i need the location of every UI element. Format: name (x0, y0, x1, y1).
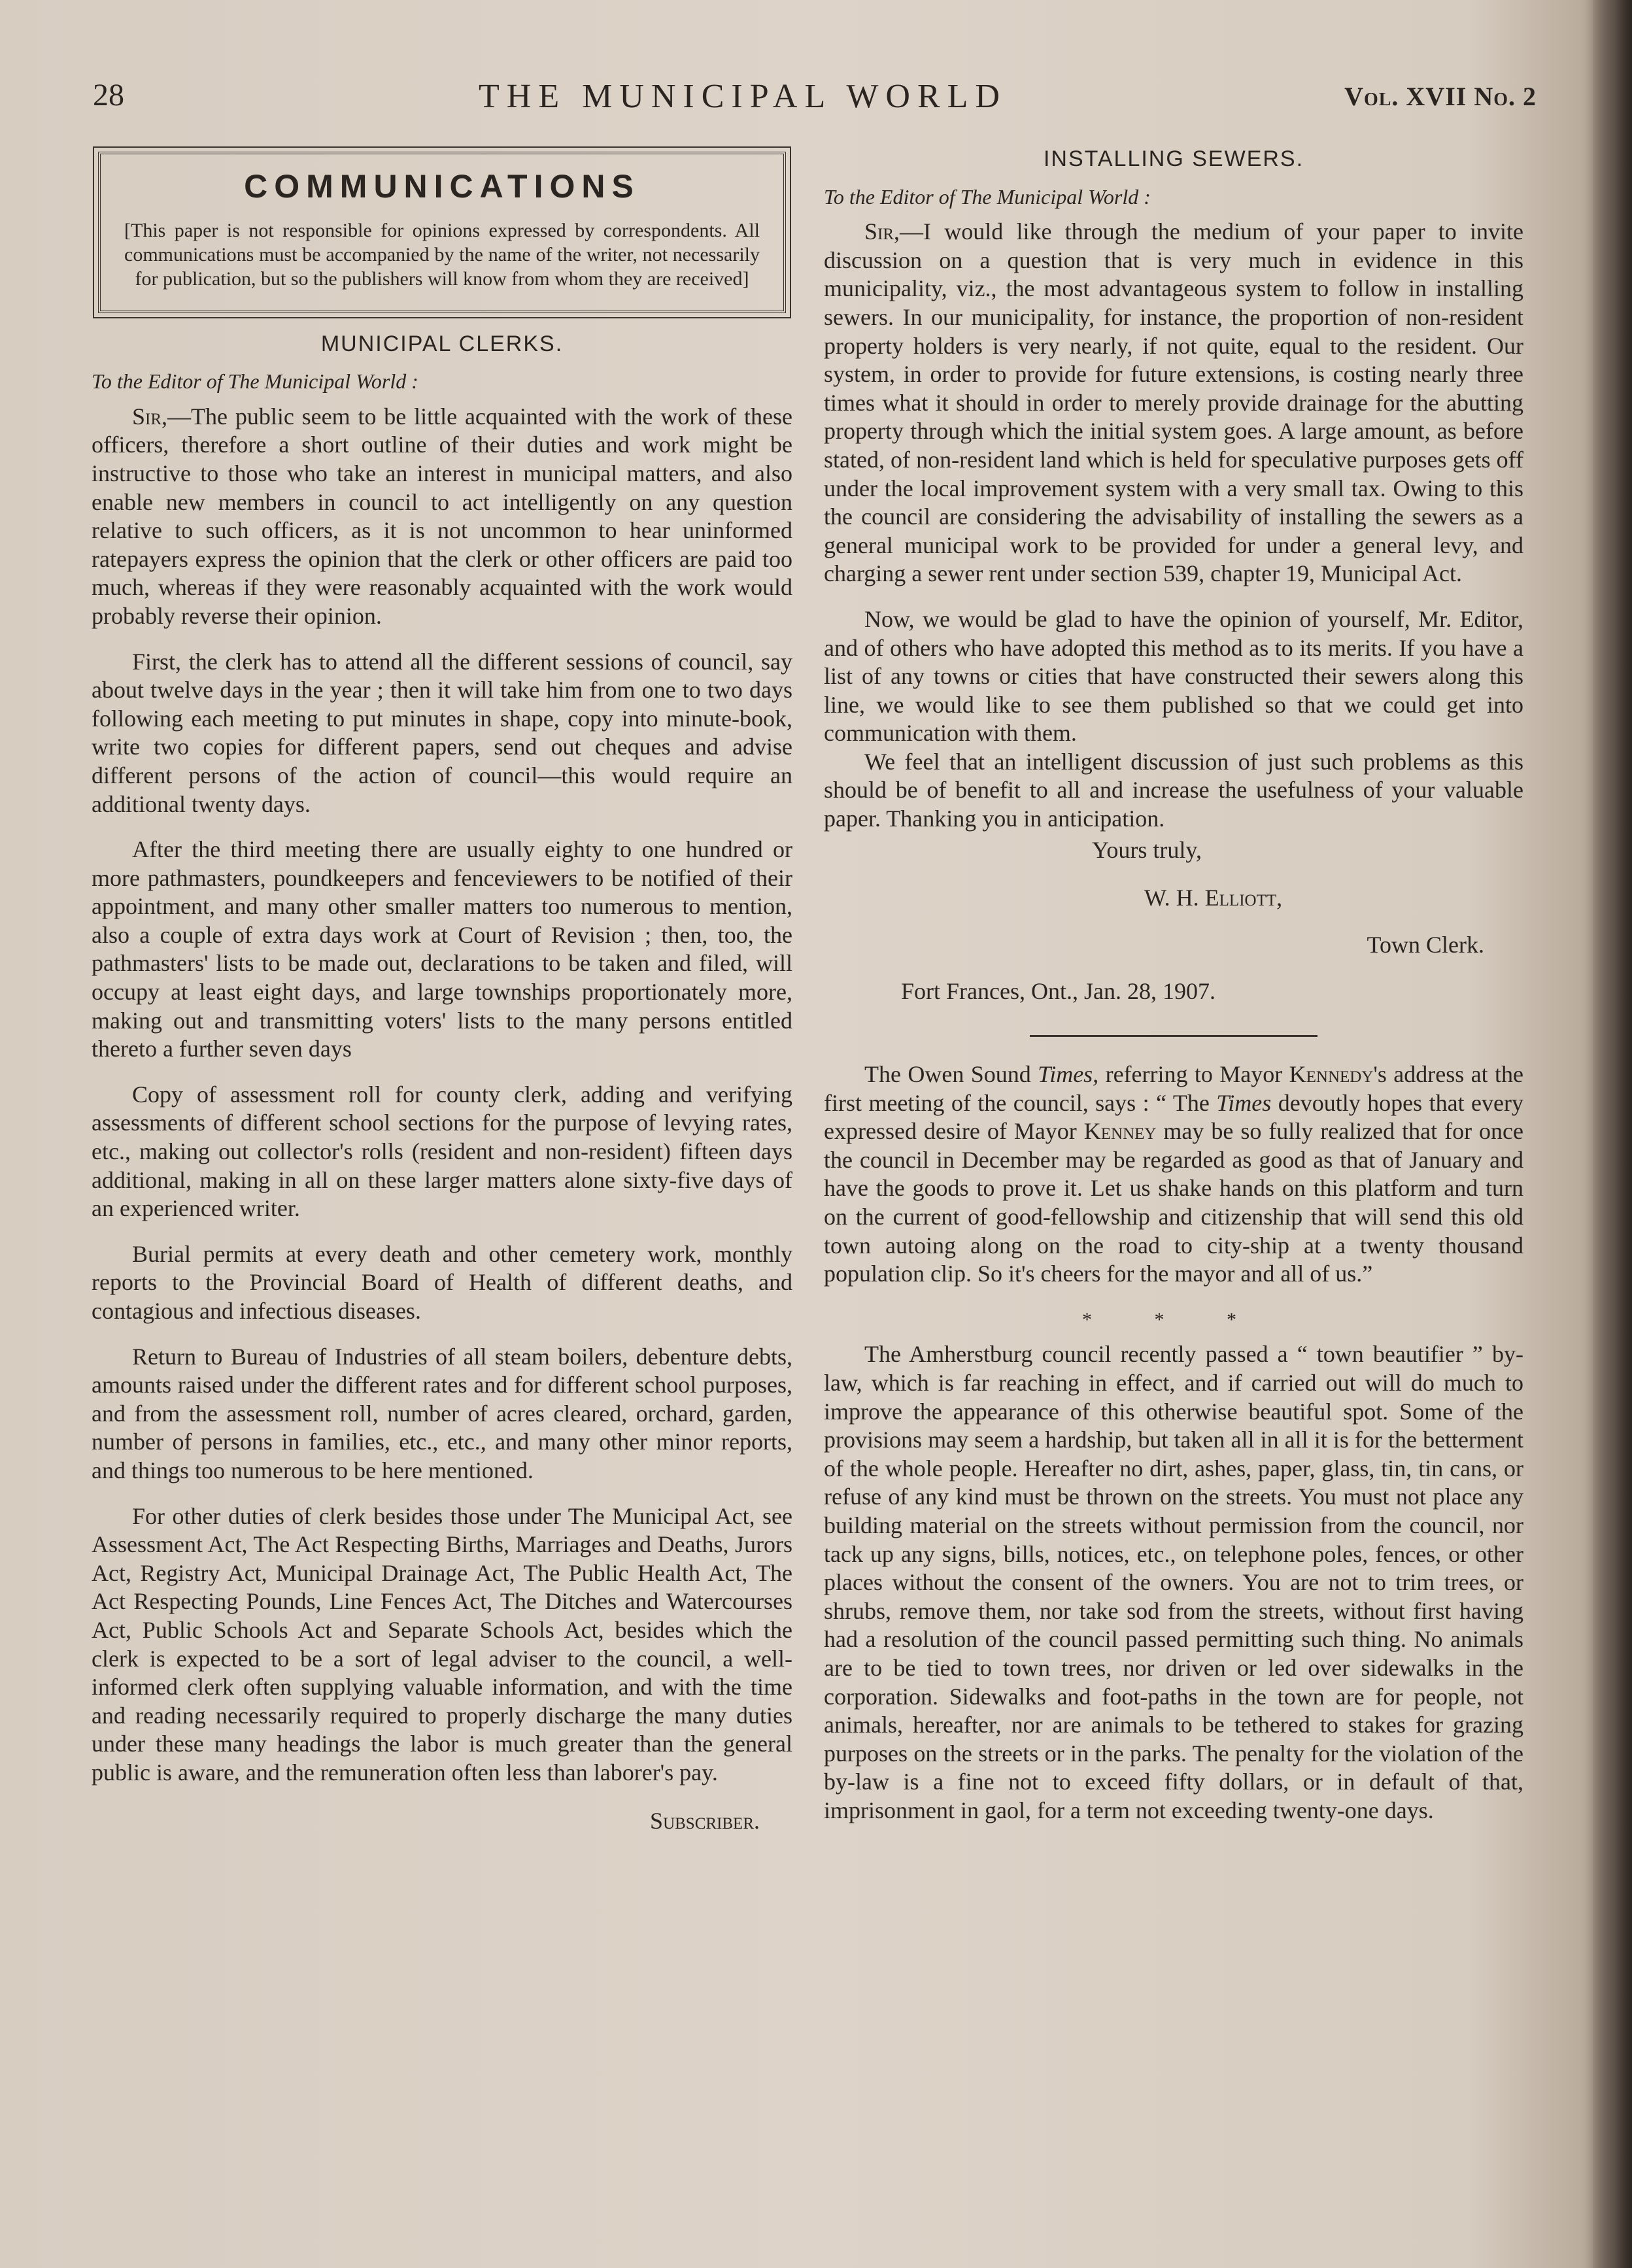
sewers-signatory: W. H. Elliott, (1144, 885, 1283, 911)
sir-opening: Sir, (132, 403, 168, 430)
disclaimer-note: [This paper is not responsible for opinions expressed by correspondents. All communications must be accompanied by the name of the writer, not necessarily for publication, but so the publishers will know from whom they are received] (124, 219, 760, 290)
asterism-separator: * * * (1082, 1308, 1265, 1330)
sewers-closing: Yours truly, (1092, 836, 1202, 863)
sewers-signatory-title: Town Clerk. (1367, 931, 1484, 958)
owen-sound-paragraph: The Owen Sound Times, referring to Mayor Kennedy's address at the first meeting of the council, says : “ The Times devoutly hopes that every expressed desire of Mayor Kenney may be so fully realized that for once the council in December may be regarded as good as that of January and have the goods to prove it. Let us shake hands on this platform and turn on the current of good-fellowship and citizenship that will send this old town autoing along on the road to city-ship at a twenty thousand population clip. So it's cheers for the mayor and all of us.” (824, 1061, 1524, 1287)
journal-title: THE MUNICIPAL WORLD (479, 78, 1007, 115)
left-column (92, 145, 792, 1835)
clerks-paragraph: First, the clerk has to attend all the different sessions of council, say about twelve days in the year ; then it will take him from one to two days following each meeting to put minutes in shape, copy into minute-book, write two copies for different papers, send out cheques and advise different persons of the action of council—this would require an additional twenty days. (92, 648, 792, 817)
clerks-salutation: To the Editor of The Municipal World : (92, 369, 418, 394)
page-number: 28 (93, 78, 124, 112)
clerks-paragraph: Sir,—The public seem to be little acquainted with the work of these officers, therefore a short outline of their duties and work might be instructive to those who take an interest in municipal matters, and also enable new members in council to act intelligently on any question relative to such officers, as it is not uncommon to hear uninformed ratepayers express the opinion that the clerk or other officers are paid too much, whereas if they were reasonably acquainted with the work would probably reverse their opinion. (92, 403, 792, 629)
communications-title: COMMUNICATIONS (244, 168, 640, 205)
sewers-paragraph: Now, we would be glad to have the opinion of yourself, Mr. Editor, and of others who have adopted this method as to its merits. If you have a list of any towns or cities that have constructed their sewers along this line, we would like to see them published so that we could get into communication with them. (824, 605, 1523, 747)
sewers-paragraph: Sir,—I would like through the medium of your paper to invite discussion on a question that is very much in evidence in this municipality, viz., the most advantageous system to follow in installing sewers. In our municipality, for instance, the proportion of non-resident property holders is very nearly, if not quite, equal to the resident. Our system, in order to provide for future extensions, is costing nearly three times what it should in order to merely provide drainage for the abutting property through which the initial system goes. A large amount, as before stated, of non-resident land which is held for speculative purposes gets off under the local improvement system with a very small tax. Owing to this the council are considering the advisability of installing the sewers as a general municipal work to be provided for under a general levy, and charging a sewer rent under section 539, chapter 19, Municipal Act. (824, 218, 1523, 587)
running-head (93, 77, 1537, 123)
clerks-paragraph: Copy of assessment roll for county clerk, adding and verifying assessments of different school sections for the purpose of levying rates, etc., making out collector's rolls (resident and non-resident) fifteen days additional, making in all on these larger matters alone sixty-five days of an experienced writer. (92, 1081, 792, 1222)
sir-opening: Sir, (864, 218, 900, 245)
installing-sewers-heading: INSTALLING SEWERS. (1043, 146, 1304, 171)
section-divider (1030, 1035, 1318, 1037)
sewers-salutation: To the Editor of The Municipal World : (824, 184, 1151, 209)
right-column (824, 145, 1523, 1842)
clerks-paragraph: After the third meeting there are usually eighty to one hundred or more pathmasters, poundkeepers and fenceviewers to be notified of their appointment, and many other smaller matters too numerous to mention, also a couple of extra days work at Court of Revision ; then, too, the pathmasters' lists to be made out, declarations to be taken and filed, will occupy at least eight days, and large townships proportionately more, making out and transmitting voters' lists to the many persons entitled thereto a further seven days (92, 836, 792, 1062)
clerks-paragraph: Burial permits at every death and other cemetery work, monthly reports to the Provincial Board of Health of different deaths, and contagious and infectious diseases. (92, 1240, 792, 1324)
sewers-paragraph: We feel that an intelligent discussion of just such problems as this should be of benefit to all and increase the usefulness of your valuable paper. Thanking you in anticipation. (824, 748, 1523, 832)
book-spine-shadow (1593, 0, 1632, 2268)
sewers-place-date: Fort Frances, Ont., Jan. 28, 1907. (901, 978, 1216, 1005)
volume-number: Vol. XVII No. 2 (1344, 82, 1537, 111)
clerks-paragraph: Return to Bureau of Industries of all steam boilers, debenture debts, amounts raised under the different rates and for different school purposes, and from the assessment roll, number of acres cleared, orchard, garden, number of persons in families, etc., etc., and many other minor reports, and things too numerous to be here mentioned. (92, 1343, 792, 1483)
communications-box (98, 152, 786, 313)
municipal-clerks-heading: MUNICIPAL CLERKS. (320, 331, 564, 356)
clerks-paragraph: For other duties of clerk besides those under The Municipal Act, see Assessment Act, The Act Respecting Births, Marriages and Deaths, Jurors Act, Registry Act, Municipal Drainage Act, The Public Health Act, The Act Respecting Pounds, Line Fences Act, The Ditches and Watercourses Act, Public Schools Act and Separate Schools Act, besides which the clerk is expected to be a sort of legal adviser to the council, a well-informed clerk often supplying valuable information, and with the time and reading necessarily required to properly discharge the many duties under these many headings the labor is much greater than the general public is aware, and the remuneration often less than laborer's pay. (92, 1502, 792, 1786)
amherstburg-paragraph: The Amherstburg council recently passed a “ town beautifier ” by-law, which is far reaching in effect, and if carried out will do much to improve the appearance of this otherwise beautiful spot. Some of the provisions may seem a hardship, but taken all in all it is for the betterment of the whole people. Hereafter no dirt, ashes, paper, glass, tin, tin cans, or refuse of any kind must be thrown on the streets. You must not place any building material on the streets without permission from the council, nor tack up any signs, bills, notices, etc., on telephone poles, fences, or other places without the consent of the owners. You are not to trim trees, or shrubs, remove them, nor take sod from the streets, without first having had a resolution of the council passed permitting such thing. No animals are to be tied to town trees, nor driven or led over sidewalks in the corporation. Sidewalks and foot-paths in the town are for people, not animals, hereafter, nor are animals to be tethered to stakes for grazing purposes on the streets or in the parks. The penalty for the violation of the by-law is a fine not to exceed fifty dollars, or in default of that, imprisonment in gaol, for a term not exceeding twenty-one days. (824, 1341, 1523, 1823)
clerks-signature: Subscriber. (650, 1807, 760, 1834)
